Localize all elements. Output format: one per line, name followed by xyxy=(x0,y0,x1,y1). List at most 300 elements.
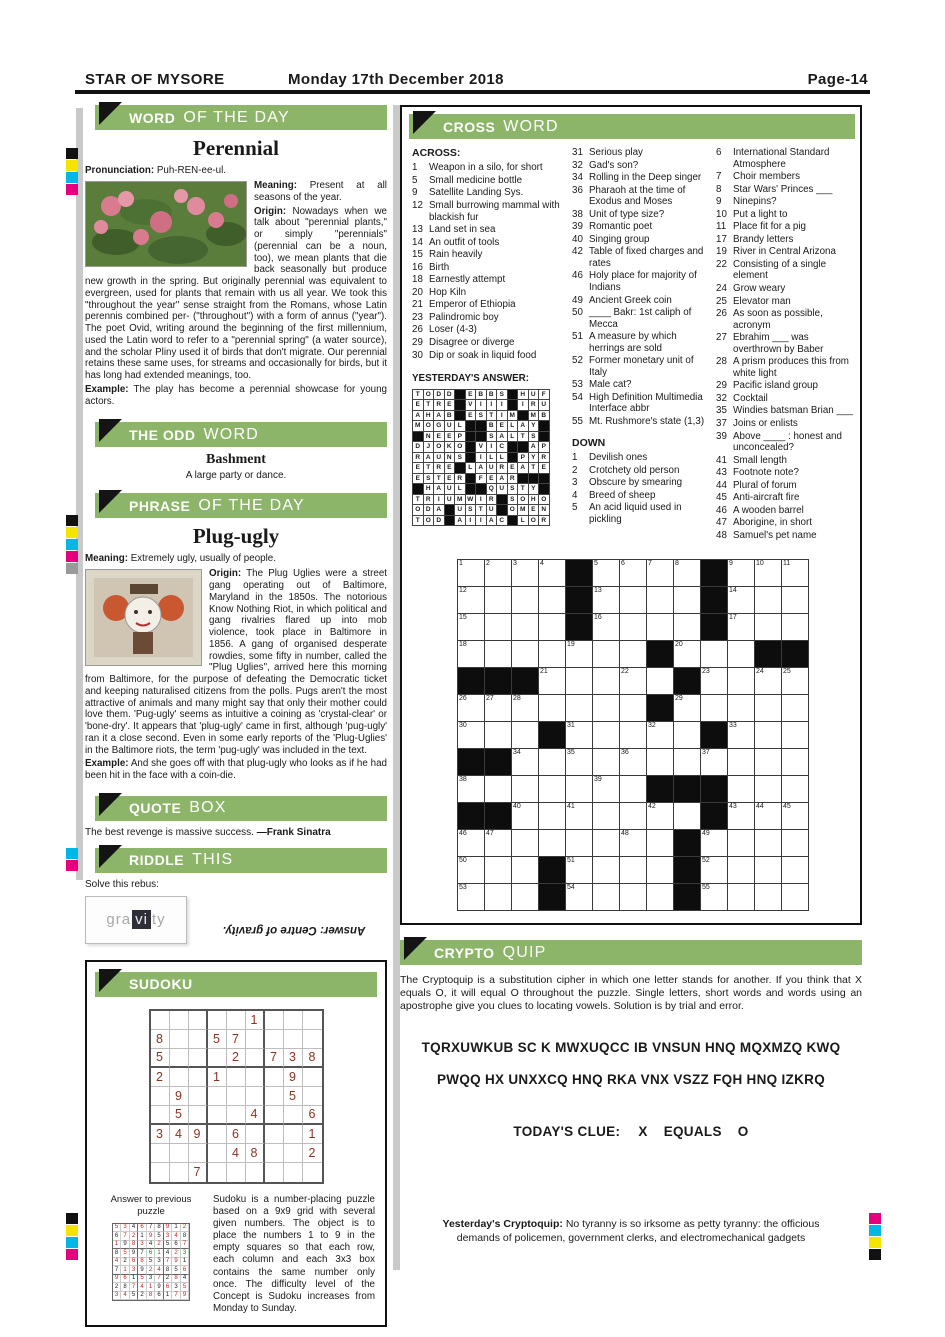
sudoku-grid[interactable] xyxy=(149,1009,324,1184)
crossword-cell[interactable] xyxy=(755,776,781,802)
sudoku-cell[interactable]: 8 xyxy=(151,1030,170,1049)
sudoku-cell[interactable] xyxy=(227,1106,246,1125)
crossword-cell[interactable] xyxy=(755,560,781,586)
sudoku-cell[interactable] xyxy=(284,1163,303,1182)
crossword-cell[interactable] xyxy=(728,641,754,667)
crossword-cell[interactable] xyxy=(458,560,484,586)
crossword-cell[interactable] xyxy=(512,884,538,910)
crossword-cell[interactable] xyxy=(485,776,511,802)
sudoku-cell[interactable] xyxy=(170,1049,189,1068)
crossword-cell[interactable] xyxy=(539,776,565,802)
crossword-cell[interactable] xyxy=(782,668,808,694)
crossword-cell[interactable] xyxy=(755,830,781,856)
crossword-cell[interactable] xyxy=(701,695,727,721)
crossword-cell[interactable] xyxy=(701,884,727,910)
sudoku-cell[interactable]: 9 xyxy=(170,1087,189,1106)
crossword-cell[interactable] xyxy=(782,830,808,856)
crossword-cell[interactable] xyxy=(728,722,754,748)
sudoku-cell[interactable] xyxy=(246,1087,265,1106)
answer-black-cell xyxy=(508,400,518,410)
sudoku-cell[interactable] xyxy=(265,1030,284,1049)
section-title-bold: CROSS xyxy=(443,118,496,135)
clue-number: 41 xyxy=(716,454,727,466)
crossword-cell[interactable] xyxy=(728,857,754,883)
crossword-cell[interactable] xyxy=(593,695,619,721)
crossword-cell[interactable] xyxy=(674,749,700,775)
sudoku-cell[interactable] xyxy=(303,1163,322,1182)
answer-black-cell xyxy=(445,505,455,515)
sudoku-answer-cell: 5 xyxy=(164,1241,173,1250)
sudoku-cell[interactable] xyxy=(265,1068,284,1087)
sudoku-cell[interactable] xyxy=(265,1125,284,1144)
sudoku-cell[interactable] xyxy=(151,1163,170,1182)
crossword-cell[interactable] xyxy=(485,857,511,883)
crossword-cell[interactable] xyxy=(782,884,808,910)
crossword-cell[interactable] xyxy=(593,560,619,586)
sudoku-cell[interactable] xyxy=(284,1125,303,1144)
sudoku-cell[interactable]: 3 xyxy=(284,1049,303,1068)
sudoku-cell[interactable]: 2 xyxy=(151,1068,170,1087)
clue xyxy=(716,332,856,355)
crossword-cell[interactable] xyxy=(458,776,484,802)
crossword-cell[interactable] xyxy=(620,776,646,802)
crossword-cell[interactable] xyxy=(458,830,484,856)
sudoku-cell[interactable] xyxy=(265,1106,284,1125)
crossword-cell[interactable] xyxy=(512,803,538,829)
crossword-cell[interactable] xyxy=(647,560,673,586)
answer-letter-cell: E xyxy=(413,463,423,473)
sudoku-cell[interactable] xyxy=(189,1011,208,1030)
sudoku-cell[interactable] xyxy=(284,1106,303,1125)
cell-number: 21 xyxy=(540,668,548,675)
crossword-cell[interactable] xyxy=(539,749,565,775)
sudoku-cell[interactable] xyxy=(265,1087,284,1106)
section-title-light: WORD xyxy=(503,117,559,135)
registration-mark xyxy=(66,184,78,195)
crossword-cell[interactable] xyxy=(593,668,619,694)
crossword-cell[interactable] xyxy=(539,641,565,667)
sudoku-cell[interactable] xyxy=(170,1030,189,1049)
crossword-cell[interactable] xyxy=(566,857,592,883)
crossword-cell[interactable] xyxy=(512,776,538,802)
cell-number: 8 xyxy=(675,560,679,567)
sudoku-answer-cell: 2 xyxy=(164,1275,173,1284)
crossword-cell[interactable] xyxy=(728,776,754,802)
clue xyxy=(716,530,856,542)
crossword-cell[interactable] xyxy=(539,668,565,694)
answer-letter-cell: O xyxy=(539,495,549,505)
crossword-cell[interactable] xyxy=(728,587,754,613)
crossword-cell[interactable] xyxy=(755,614,781,640)
crossword-black-cell xyxy=(512,668,538,694)
sudoku-cell[interactable] xyxy=(246,1049,265,1068)
crossword-grid[interactable] xyxy=(457,559,809,911)
sudoku-cell[interactable]: 1 xyxy=(208,1068,227,1087)
crossword-cell[interactable] xyxy=(458,884,484,910)
sudoku-cell[interactable] xyxy=(208,1144,227,1163)
clue-number: 5 xyxy=(412,174,418,186)
answer-letter-cell: L xyxy=(508,432,518,442)
crossword-cell[interactable] xyxy=(593,749,619,775)
sudoku-cell[interactable]: 6 xyxy=(303,1106,322,1125)
sudoku-cell[interactable] xyxy=(189,1106,208,1125)
crossword-cell[interactable] xyxy=(782,776,808,802)
sudoku-cell[interactable] xyxy=(246,1163,265,1182)
sudoku-cell[interactable] xyxy=(151,1144,170,1163)
crossword-cell[interactable] xyxy=(485,830,511,856)
crossword-cell[interactable] xyxy=(485,722,511,748)
clue-text: An outfit of tools xyxy=(429,236,500,248)
sudoku-cell[interactable]: 1 xyxy=(246,1011,265,1030)
crossword-cell[interactable] xyxy=(647,614,673,640)
sudoku-cell[interactable] xyxy=(208,1011,227,1030)
clue-text: Ebrahim ___ was overthrown by Baber xyxy=(733,332,824,355)
crossword-cell[interactable] xyxy=(728,614,754,640)
clue xyxy=(412,274,564,286)
sudoku-cell[interactable] xyxy=(246,1030,265,1049)
pronunciation-text: Puh-REN-ee-ul. xyxy=(156,165,227,176)
cell-number: 43 xyxy=(729,803,737,810)
sudoku-answer-cell: 5 xyxy=(172,1266,181,1275)
sudoku-cell[interactable]: 9 xyxy=(189,1125,208,1144)
crossword-cell[interactable] xyxy=(782,614,808,640)
sudoku-cell[interactable] xyxy=(246,1125,265,1144)
sudoku-cell[interactable]: 8 xyxy=(246,1144,265,1163)
crossword-cell[interactable] xyxy=(512,722,538,748)
clue xyxy=(716,221,856,233)
crossword-cell[interactable] xyxy=(485,614,511,640)
crossword-cell[interactable] xyxy=(755,695,781,721)
clue-number: 9 xyxy=(716,196,722,208)
crossword-cell[interactable] xyxy=(512,830,538,856)
sudoku-cell[interactable] xyxy=(265,1163,284,1182)
sudoku-cell[interactable] xyxy=(151,1106,170,1125)
sudoku-cell[interactable] xyxy=(227,1163,246,1182)
crossword-cell[interactable] xyxy=(458,857,484,883)
cell-number: 16 xyxy=(594,614,602,621)
crossword-cell[interactable] xyxy=(674,803,700,829)
sudoku-cell[interactable]: 4 xyxy=(246,1106,265,1125)
clue-number: 42 xyxy=(572,246,583,258)
crossword-cell[interactable] xyxy=(566,776,592,802)
crossword-cell[interactable] xyxy=(647,668,673,694)
sudoku-cell[interactable]: 4 xyxy=(170,1125,189,1144)
crossword-cell[interactable] xyxy=(701,857,727,883)
crossword-cell[interactable] xyxy=(593,614,619,640)
clue xyxy=(572,307,708,330)
crossword-cell[interactable] xyxy=(566,695,592,721)
sudoku-cell[interactable]: 5 xyxy=(151,1049,170,1068)
clue xyxy=(716,184,856,196)
sudoku-cell[interactable]: 5 xyxy=(208,1030,227,1049)
crossword-cell[interactable] xyxy=(728,803,754,829)
meaning-text: Extremely ugly, usually of people. xyxy=(130,553,276,565)
sudoku-answer-cell: 8 xyxy=(155,1224,164,1233)
crossword-cell[interactable] xyxy=(593,803,619,829)
sudoku-answer-cell: 9 xyxy=(113,1275,122,1284)
crossword-cell[interactable] xyxy=(593,884,619,910)
crossword-cell[interactable] xyxy=(620,668,646,694)
sudoku-answer-cell: 1 xyxy=(172,1224,181,1233)
sudoku-cell[interactable] xyxy=(170,1163,189,1182)
yesterday-cryptoquip-text: No tyranny is so irksome as petty tyranny: the officious demands of policemen, government clerks, and electromechanical gadgets xyxy=(456,1218,820,1244)
crossword-cell[interactable] xyxy=(728,749,754,775)
crossword-cell[interactable] xyxy=(539,830,565,856)
sudoku-cell[interactable] xyxy=(284,1030,303,1049)
crossword-cell[interactable] xyxy=(620,722,646,748)
sudoku-cell[interactable]: 1 xyxy=(303,1125,322,1144)
sudoku-cell[interactable] xyxy=(189,1144,208,1163)
sudoku-cell[interactable] xyxy=(208,1106,227,1125)
quote-text: The best revenge is massive success. xyxy=(85,826,254,838)
clue-number: 9 xyxy=(412,187,418,199)
crossword-cell[interactable] xyxy=(755,884,781,910)
crossword-cell[interactable] xyxy=(782,857,808,883)
sudoku-cell[interactable] xyxy=(208,1049,227,1068)
sudoku-cell[interactable] xyxy=(170,1144,189,1163)
odd-word-header xyxy=(95,422,387,447)
sudoku-cell[interactable]: 7 xyxy=(265,1049,284,1068)
crossword-cell[interactable] xyxy=(728,560,754,586)
answer-letter-cell: T xyxy=(434,474,444,484)
crossword-cell[interactable] xyxy=(539,695,565,721)
sudoku-cell[interactable] xyxy=(227,1087,246,1106)
crossword-cell[interactable] xyxy=(647,749,673,775)
across-clues-2 xyxy=(572,147,708,428)
sudoku-cell[interactable]: 2 xyxy=(227,1049,246,1068)
crossword-cell[interactable] xyxy=(593,776,619,802)
crossword-cell[interactable] xyxy=(701,749,727,775)
sudoku-cell[interactable] xyxy=(189,1049,208,1068)
crossword-cell[interactable] xyxy=(620,560,646,586)
crossword-cell[interactable] xyxy=(674,722,700,748)
answer-black-cell xyxy=(518,442,528,452)
crossword-cell[interactable] xyxy=(728,830,754,856)
sudoku-cell[interactable]: 5 xyxy=(284,1087,303,1106)
crossword-cell[interactable] xyxy=(458,722,484,748)
answer-letter-cell: A xyxy=(434,411,444,421)
crossword-cell[interactable] xyxy=(512,587,538,613)
section-title-bold: THE ODD xyxy=(129,426,196,443)
crossword-cell[interactable] xyxy=(647,857,673,883)
sudoku-cell[interactable]: 6 xyxy=(227,1125,246,1144)
crossword-cell[interactable] xyxy=(566,884,592,910)
crossword-cell[interactable] xyxy=(458,695,484,721)
sudoku-cell[interactable] xyxy=(303,1068,322,1087)
crossword-cell[interactable] xyxy=(539,560,565,586)
sudoku-cell[interactable] xyxy=(227,1011,246,1030)
sudoku-answer-cell: 6 xyxy=(121,1275,130,1284)
crossword-cell[interactable] xyxy=(674,587,700,613)
crossword-cell[interactable] xyxy=(674,695,700,721)
section-title-light: OF THE DAY xyxy=(183,108,290,126)
crossword-cell[interactable] xyxy=(755,722,781,748)
registration-marks xyxy=(66,515,78,575)
crossword-cell[interactable] xyxy=(620,803,646,829)
crossword-cell[interactable] xyxy=(566,830,592,856)
crossword-cell[interactable] xyxy=(512,857,538,883)
crossword-cell[interactable] xyxy=(512,749,538,775)
sudoku-answer-cell: 8 xyxy=(130,1241,139,1250)
crossword-cell[interactable] xyxy=(755,668,781,694)
crossword-cell[interactable] xyxy=(701,668,727,694)
crossword-cell[interactable] xyxy=(620,695,646,721)
crossword-cell[interactable] xyxy=(539,803,565,829)
crossword-cell[interactable] xyxy=(485,560,511,586)
crossword-cell[interactable] xyxy=(566,803,592,829)
crossword-cell[interactable] xyxy=(647,587,673,613)
crossword-cell[interactable] xyxy=(485,641,511,667)
crossword-cell[interactable] xyxy=(593,857,619,883)
sudoku-cell[interactable] xyxy=(208,1125,227,1144)
crossword-cell[interactable] xyxy=(728,668,754,694)
crossword-cell[interactable] xyxy=(458,587,484,613)
crossword-cell[interactable] xyxy=(755,857,781,883)
crossword-cell[interactable] xyxy=(620,857,646,883)
sudoku-cell[interactable]: 5 xyxy=(170,1106,189,1125)
crossword-cell[interactable] xyxy=(674,560,700,586)
crossword-cell[interactable] xyxy=(647,884,673,910)
crossword-cell[interactable] xyxy=(674,641,700,667)
crossword-cell[interactable] xyxy=(593,641,619,667)
crossword-cell[interactable] xyxy=(782,749,808,775)
crossword-cell[interactable] xyxy=(485,695,511,721)
answer-letter-cell: M xyxy=(413,421,423,431)
crossword-cell[interactable] xyxy=(755,749,781,775)
crossword-cell[interactable] xyxy=(485,587,511,613)
sudoku-cell[interactable] xyxy=(170,1011,189,1030)
sudoku-cell[interactable] xyxy=(189,1068,208,1087)
crossword-cell[interactable] xyxy=(566,668,592,694)
crossword-cell[interactable] xyxy=(782,560,808,586)
sudoku-cell[interactable] xyxy=(284,1144,303,1163)
answer-letter-cell: T xyxy=(413,516,423,526)
clue-text: Elevator man xyxy=(733,295,791,307)
sudoku-answer-cell: 5 xyxy=(113,1224,122,1233)
crossword-cell[interactable] xyxy=(512,560,538,586)
sudoku-cell[interactable]: 7 xyxy=(227,1030,246,1049)
sudoku-cell[interactable]: 7 xyxy=(189,1163,208,1182)
crossword-cell[interactable] xyxy=(620,641,646,667)
crossword-cell[interactable] xyxy=(512,695,538,721)
crossword-cell[interactable] xyxy=(485,884,511,910)
crossword-cell[interactable] xyxy=(620,884,646,910)
clue-text: Rain heavily xyxy=(429,249,483,261)
sudoku-cell[interactable] xyxy=(284,1011,303,1030)
sudoku-answer-cell: 2 xyxy=(121,1258,130,1267)
clue-text: Romantic poet xyxy=(589,221,653,233)
crossword-cell[interactable] xyxy=(782,587,808,613)
sudoku-cell[interactable] xyxy=(208,1087,227,1106)
crossword-cell[interactable] xyxy=(620,830,646,856)
crossword-cell[interactable] xyxy=(512,614,538,640)
clue-number: 55 xyxy=(572,416,583,428)
sudoku-cell[interactable]: 3 xyxy=(151,1125,170,1144)
crossword-cell[interactable] xyxy=(458,641,484,667)
crossword-cell[interactable] xyxy=(593,722,619,748)
cell-number: 20 xyxy=(675,641,683,648)
crossword-cell[interactable] xyxy=(620,614,646,640)
sudoku-cell[interactable] xyxy=(227,1068,246,1087)
sudoku-cell[interactable] xyxy=(189,1087,208,1106)
cell-number: 12 xyxy=(459,587,467,594)
crossword-cell[interactable] xyxy=(647,803,673,829)
crossword-cell[interactable] xyxy=(458,614,484,640)
cell-number: 32 xyxy=(648,722,656,729)
clue xyxy=(716,517,856,529)
clue-text: A prism produces this from white light xyxy=(733,356,849,379)
sudoku-cell[interactable]: 4 xyxy=(227,1144,246,1163)
crossword-cell[interactable] xyxy=(566,641,592,667)
crossword-cell[interactable] xyxy=(728,695,754,721)
crossword-cell[interactable] xyxy=(701,830,727,856)
crossword-cell[interactable] xyxy=(755,587,781,613)
crossword-cell[interactable] xyxy=(701,641,727,667)
yesterday-answer-label: YESTERDAY'S ANSWER: xyxy=(412,373,530,385)
crossword-cell[interactable] xyxy=(782,803,808,829)
sudoku-cell[interactable] xyxy=(170,1068,189,1087)
sudoku-cell[interactable] xyxy=(303,1011,322,1030)
crossword-cell[interactable] xyxy=(647,830,673,856)
answer-letter-cell: G xyxy=(434,421,444,431)
cell-number: 26 xyxy=(459,695,467,702)
registration-mark xyxy=(66,1225,78,1236)
crossword-cell[interactable] xyxy=(512,641,538,667)
clue-text: Satellite Landing Sys. xyxy=(429,187,524,199)
clue xyxy=(572,234,708,246)
crossword-cell[interactable] xyxy=(593,587,619,613)
crossword-black-cell xyxy=(485,668,511,694)
sudoku-cell[interactable] xyxy=(246,1068,265,1087)
sudoku-cell[interactable]: 8 xyxy=(303,1049,322,1068)
section-title-light: QUIP xyxy=(502,943,547,961)
crossword-cell[interactable] xyxy=(566,749,592,775)
crossword-cell[interactable] xyxy=(728,884,754,910)
crossword-cell[interactable] xyxy=(593,830,619,856)
sudoku-cell[interactable] xyxy=(265,1144,284,1163)
sudoku-cell[interactable]: 9 xyxy=(284,1068,303,1087)
sudoku-answer-cell: 1 xyxy=(147,1283,156,1292)
crossword-cell[interactable] xyxy=(755,803,781,829)
answer-letter-cell: R xyxy=(508,474,518,484)
crossword-cell[interactable] xyxy=(620,749,646,775)
example-label: Example: xyxy=(85,758,129,770)
sudoku-cell[interactable]: 2 xyxy=(303,1144,322,1163)
sudoku-answer-cell: 4 xyxy=(138,1283,147,1292)
sudoku-cell[interactable] xyxy=(151,1087,170,1106)
clue-text: A measure by which herrings are sold xyxy=(589,331,677,354)
crossword-cell[interactable] xyxy=(620,587,646,613)
crossword-cell[interactable] xyxy=(674,614,700,640)
crossword-cell[interactable] xyxy=(782,722,808,748)
clue-number: 19 xyxy=(716,246,727,258)
answer-letter-cell: L xyxy=(497,453,507,463)
answer-black-cell xyxy=(508,453,518,463)
sudoku-cell[interactable] xyxy=(189,1030,208,1049)
sudoku-cell[interactable] xyxy=(151,1011,170,1030)
crossword-cell[interactable] xyxy=(782,695,808,721)
crossword-cell[interactable] xyxy=(566,722,592,748)
sudoku-cell[interactable] xyxy=(208,1163,227,1182)
crossword-cell[interactable] xyxy=(539,587,565,613)
clue-text: Aborigine, in short xyxy=(733,517,812,529)
sudoku-cell[interactable] xyxy=(265,1011,284,1030)
answer-black-cell xyxy=(539,432,549,442)
sudoku-cell[interactable] xyxy=(303,1087,322,1106)
crossword-cell[interactable] xyxy=(647,722,673,748)
sudoku-cell[interactable] xyxy=(303,1030,322,1049)
crossword-cell[interactable] xyxy=(539,614,565,640)
